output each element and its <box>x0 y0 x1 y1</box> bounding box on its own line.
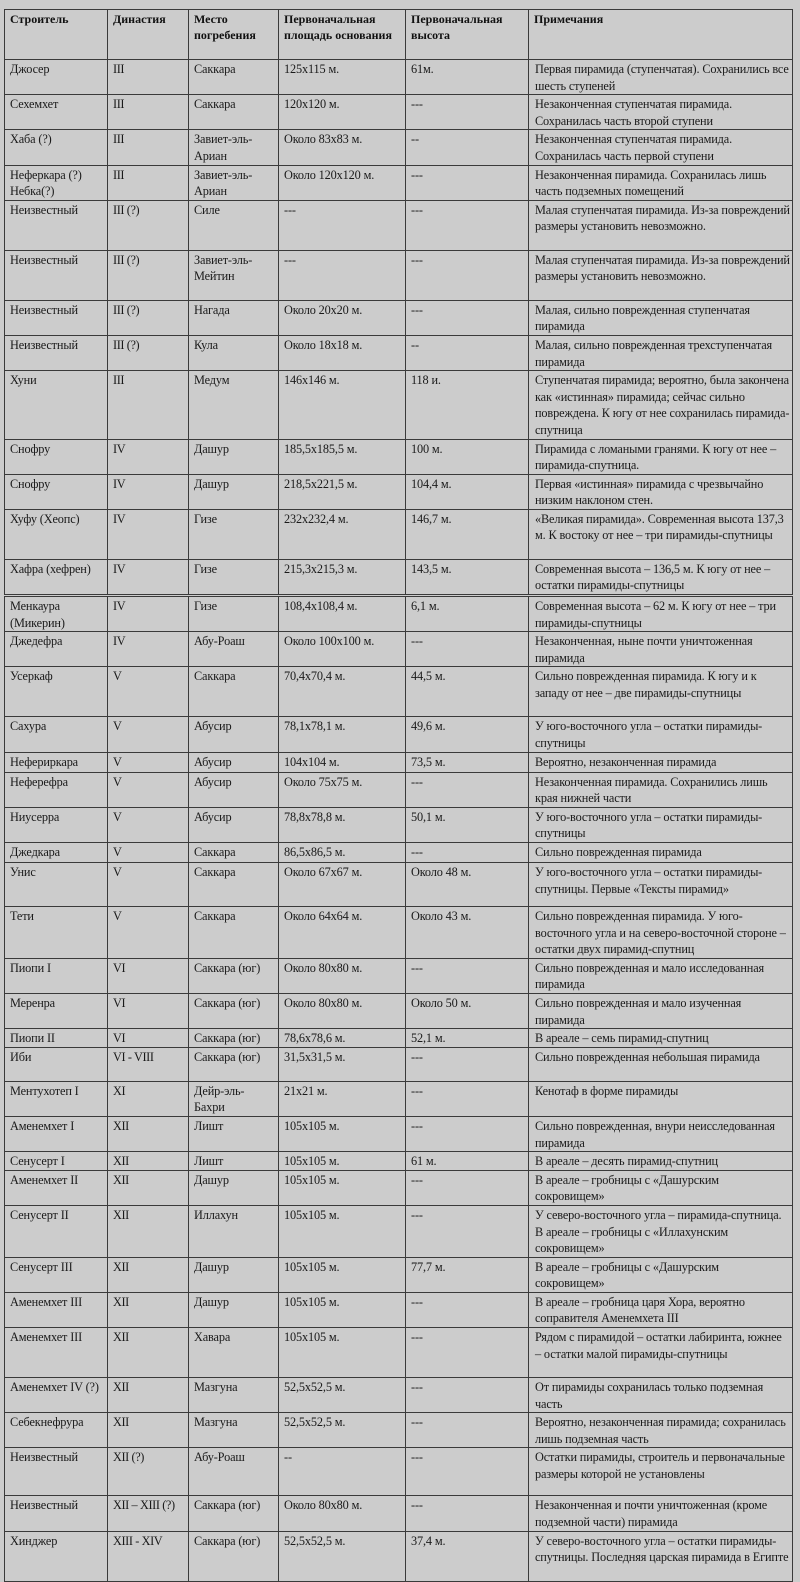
cell-notes: Сильно поврежденная и мало изученная пирамида <box>529 993 793 1028</box>
cell-dynasty: XII <box>108 1116 189 1151</box>
cell-dynasty: IV <box>108 439 189 474</box>
cell-builder: Хаба (?) <box>5 130 108 165</box>
cell-burial-place: Дашур <box>189 1292 279 1327</box>
cell-notes: «Великая пирамида». Современная высота 137,3 м. К востоку от нее – три пирамиды-спутницы <box>529 509 793 559</box>
cell-burial-place: Абу-Роаш <box>189 632 279 667</box>
cell-burial-place: Саккара <box>189 863 279 907</box>
table-row <box>5 863 793 907</box>
cell-base-area: 70,4x70,4 м. <box>279 667 406 717</box>
cell-builder: Аменемхет III <box>5 1292 108 1327</box>
cell-dynasty: V <box>108 907 189 959</box>
cell-builder: Хафра (хефрен) <box>5 559 108 595</box>
cell-dynasty: V <box>108 717 189 752</box>
cell-height: -- <box>406 335 529 370</box>
cell-height: Около 48 м. <box>406 863 529 907</box>
header-row <box>5 10 793 60</box>
cell-dynasty: V <box>108 863 189 907</box>
table-row <box>5 993 793 1028</box>
cell-height: --- <box>406 1413 529 1448</box>
cell-builder: Пиопи II <box>5 1029 108 1048</box>
cell-height: --- <box>406 1047 529 1081</box>
cell-base-area: Около 80x80 м. <box>279 1496 406 1531</box>
cell-notes: У юго-восточного угла – остатки пирамиды-спутницы <box>529 717 793 752</box>
cell-notes: В ареале – гробницы с «Дашурским сокровищем» <box>529 1257 793 1292</box>
cell-burial-place: Нагада <box>189 300 279 335</box>
cell-dynasty: VI <box>108 1029 189 1048</box>
cell-dynasty: XII <box>108 1170 189 1205</box>
cell-dynasty: XII <box>108 1413 189 1448</box>
cell-builder: Себекнефрура <box>5 1413 108 1448</box>
cell-dynasty: XII <box>108 1378 189 1413</box>
cell-base-area: Около 80x80 м. <box>279 993 406 1028</box>
cell-notes: Незаконченная ступенчатая пирамида. Сохранилась часть второй ступени <box>529 95 793 130</box>
cell-dynasty: V <box>108 752 189 772</box>
header-burial-place: Место погребения <box>189 10 279 60</box>
table-row <box>5 667 793 717</box>
table-row <box>5 165 793 200</box>
cell-burial-place: Мазгуна <box>189 1413 279 1448</box>
cell-notes: Сильно поврежденная пирамида <box>529 843 793 863</box>
cell-notes: Сильно поврежденная, внури неисследованная пирамида <box>529 1116 793 1151</box>
cell-base-area: 108,4x108,4 м. <box>279 596 406 632</box>
cell-base-area: 31,5x31,5 м. <box>279 1047 406 1081</box>
cell-height: 6,1 м. <box>406 596 529 632</box>
cell-height: 52,1 м. <box>406 1029 529 1048</box>
cell-notes: У северо-восточного угла – остатки пирамиды-спутницы. Последняя царская пирамида в Египте <box>529 1531 793 1581</box>
cell-burial-place: Дашур <box>189 474 279 509</box>
cell-base-area: Около 18x18 м. <box>279 335 406 370</box>
cell-builder: Сенусерт I <box>5 1152 108 1171</box>
cell-dynasty: XII – XIII (?) <box>108 1496 189 1531</box>
cell-builder: Сенусерт II <box>5 1205 108 1257</box>
cell-height: 73,5 м. <box>406 752 529 772</box>
cell-height: --- <box>406 1081 529 1116</box>
cell-base-area: 185,5x185,5 м. <box>279 439 406 474</box>
table-row <box>5 250 793 300</box>
cell-base-area: Около 64x64 м. <box>279 907 406 959</box>
cell-builder: Пиопи I <box>5 958 108 993</box>
table-row <box>5 958 793 993</box>
cell-builder: Ниусерра <box>5 807 108 842</box>
table-row <box>5 1152 793 1171</box>
cell-height: --- <box>406 200 529 250</box>
cell-burial-place: Лишт <box>189 1152 279 1171</box>
cell-height: --- <box>406 1328 529 1378</box>
cell-base-area: 120x120 м. <box>279 95 406 130</box>
cell-notes: В ареале – десять пирамид-спутниц <box>529 1152 793 1171</box>
cell-builder: Неизвестный <box>5 200 108 250</box>
cell-dynasty: XIII - XIV <box>108 1531 189 1581</box>
table-row <box>5 772 793 807</box>
cell-height: --- <box>406 843 529 863</box>
table-row <box>5 371 793 439</box>
cell-notes: Вероятно, незаконченная пирамида; сохранилась лишь подземная часть <box>529 1413 793 1448</box>
cell-notes: Малая, сильно поврежденная трехступенчатая пирамида <box>529 335 793 370</box>
table-row <box>5 1328 793 1378</box>
cell-base-area: --- <box>279 200 406 250</box>
cell-dynasty: IV <box>108 559 189 595</box>
cell-height: 118 и. <box>406 371 529 439</box>
cell-notes: Сильно поврежденная пирамида. К югу и к западу от нее – две пирамиды-спутницы <box>529 667 793 717</box>
cell-height: --- <box>406 1205 529 1257</box>
cell-builder: Неизвестный <box>5 250 108 300</box>
table-row <box>5 1292 793 1327</box>
cell-burial-place: Абусир <box>189 807 279 842</box>
cell-base-area: 105x105 м. <box>279 1292 406 1327</box>
cell-burial-place: Хавара <box>189 1328 279 1378</box>
cell-builder: Неизвестный <box>5 335 108 370</box>
table-row <box>5 559 793 595</box>
cell-dynasty: III <box>108 130 189 165</box>
cell-height: 37,4 м. <box>406 1531 529 1581</box>
cell-dynasty: V <box>108 667 189 717</box>
cell-dynasty: XII <box>108 1328 189 1378</box>
cell-base-area: 105x105 м. <box>279 1116 406 1151</box>
cell-dynasty: III <box>108 60 189 95</box>
table-row <box>5 843 793 863</box>
table-row <box>5 130 793 165</box>
cell-burial-place: Дашур <box>189 439 279 474</box>
cell-base-area: Около 83x83 м. <box>279 130 406 165</box>
cell-height: --- <box>406 1378 529 1413</box>
cell-height: --- <box>406 1292 529 1327</box>
cell-builder: Хуфу (Хеопс) <box>5 509 108 559</box>
cell-base-area: Около 20x20 м. <box>279 300 406 335</box>
cell-dynasty: V <box>108 772 189 807</box>
table-row <box>5 1081 793 1116</box>
cell-burial-place: Силе <box>189 200 279 250</box>
cell-height: 50,1 м. <box>406 807 529 842</box>
cell-height: 61 м. <box>406 1152 529 1171</box>
cell-builder: Джедефра <box>5 632 108 667</box>
header-notes: Примечания <box>529 10 793 60</box>
cell-burial-place: Саккара (юг) <box>189 958 279 993</box>
cell-dynasty: XII <box>108 1292 189 1327</box>
cell-burial-place: Гизе <box>189 559 279 595</box>
cell-notes: В ареале – гробница царя Хора, вероятно соправителя Аменемхета III <box>529 1292 793 1327</box>
cell-burial-place: Абусир <box>189 772 279 807</box>
cell-burial-place: Завиет-эль-Ариан <box>189 165 279 200</box>
cell-notes: Современная высота – 62 м. К югу от нее – три пирамиды-спутницы <box>529 596 793 632</box>
table-row <box>5 474 793 509</box>
cell-height: 44,5 м. <box>406 667 529 717</box>
cell-notes: Сильно поврежденная и мало исследованная пирамида <box>529 958 793 993</box>
cell-height: 49,6 м. <box>406 717 529 752</box>
table-row <box>5 1205 793 1257</box>
cell-builder: Сехемхет <box>5 95 108 130</box>
table-row <box>5 1413 793 1448</box>
cell-base-area: 52,5x52,5 м. <box>279 1413 406 1448</box>
cell-base-area: 105x105 м. <box>279 1205 406 1257</box>
cell-height: --- <box>406 1170 529 1205</box>
cell-burial-place: Абусир <box>189 717 279 752</box>
cell-base-area: 78,8x78,8 м. <box>279 807 406 842</box>
cell-base-area: 105x105 м. <box>279 1170 406 1205</box>
cell-dynasty: III (?) <box>108 250 189 300</box>
cell-builder: Неизвестный <box>5 1496 108 1531</box>
cell-base-area: Около 80x80 м. <box>279 958 406 993</box>
cell-notes: От пирамиды сохранилась только подземная часть <box>529 1378 793 1413</box>
cell-builder: Нефериркара <box>5 752 108 772</box>
cell-builder: Сенусерт III <box>5 1257 108 1292</box>
cell-base-area: 52,5x52,5 м. <box>279 1378 406 1413</box>
cell-burial-place: Мазгуна <box>189 1378 279 1413</box>
cell-dynasty: XI <box>108 1081 189 1116</box>
cell-base-area: 105x105 м. <box>279 1328 406 1378</box>
cell-notes: Незаконченная, ныне почти уничтоженная пирамида <box>529 632 793 667</box>
cell-base-area: 232x232,4 м. <box>279 509 406 559</box>
cell-dynasty: III (?) <box>108 335 189 370</box>
cell-base-area: 215,3x215,3 м. <box>279 559 406 595</box>
cell-base-area: 78,6x78,6 м. <box>279 1029 406 1048</box>
cell-burial-place: Абу-Роаш <box>189 1448 279 1496</box>
cell-burial-place: Саккара (юг) <box>189 1047 279 1081</box>
cell-base-area: 21x21 м. <box>279 1081 406 1116</box>
cell-dynasty: III <box>108 371 189 439</box>
cell-builder: Снофру <box>5 439 108 474</box>
cell-dynasty: VI <box>108 993 189 1028</box>
cell-notes: Пирамида с ломаными гранями. К югу от нее – пирамида-спутница. <box>529 439 793 474</box>
cell-burial-place: Дейр-эль-Бахри <box>189 1081 279 1116</box>
cell-dynasty: XII <box>108 1205 189 1257</box>
cell-builder: Неферефра <box>5 772 108 807</box>
cell-dynasty: XII <box>108 1257 189 1292</box>
cell-burial-place: Саккара <box>189 907 279 959</box>
cell-notes: У юго-восточного угла – остатки пирамиды-спутницы. Первые «Тексты пирамид» <box>529 863 793 907</box>
cell-builder: Аменемхет I <box>5 1116 108 1151</box>
cell-height: Около 43 м. <box>406 907 529 959</box>
cell-dynasty: III <box>108 165 189 200</box>
table-row <box>5 439 793 474</box>
cell-height: 61м. <box>406 60 529 95</box>
cell-notes: Малая, сильно поврежденная ступенчатая пирамида <box>529 300 793 335</box>
table-row <box>5 752 793 772</box>
cell-builder: Хуни <box>5 371 108 439</box>
cell-builder: Хинджер <box>5 1531 108 1581</box>
table-row <box>5 907 793 959</box>
cell-burial-place: Абусир <box>189 752 279 772</box>
cell-burial-place: Гизе <box>189 596 279 632</box>
table-row <box>5 1170 793 1205</box>
cell-builder: Меренра <box>5 993 108 1028</box>
cell-dynasty: V <box>108 843 189 863</box>
cell-builder: Иби <box>5 1047 108 1081</box>
cell-builder: Аменемхет II <box>5 1170 108 1205</box>
cell-burial-place: Дашур <box>189 1170 279 1205</box>
cell-height: --- <box>406 250 529 300</box>
cell-base-area: Около 120x120 м. <box>279 165 406 200</box>
table-row <box>5 509 793 559</box>
cell-dynasty: III <box>108 95 189 130</box>
cell-height: 100 м. <box>406 439 529 474</box>
cell-height: --- <box>406 300 529 335</box>
cell-builder: Менкаура (Микерин) <box>5 596 108 632</box>
cell-height: Около 50 м. <box>406 993 529 1028</box>
table-row <box>5 1496 793 1531</box>
cell-builder: Аменемхет III <box>5 1328 108 1378</box>
cell-base-area: 146x146 м. <box>279 371 406 439</box>
cell-burial-place: Саккара (юг) <box>189 1496 279 1531</box>
cell-builder: Снофру <box>5 474 108 509</box>
cell-notes: Сильно поврежденная небольшая пирамида <box>529 1047 793 1081</box>
table-row <box>5 1531 793 1581</box>
table-row <box>5 807 793 842</box>
cell-height: --- <box>406 1116 529 1151</box>
cell-height: 77,7 м. <box>406 1257 529 1292</box>
cell-notes: Малая ступенчатая пирамида. Из-за повреждений размеры установить невозможно. <box>529 250 793 300</box>
table-row <box>5 717 793 752</box>
table-row <box>5 1029 793 1048</box>
cell-builder: Аменемхет IV (?) <box>5 1378 108 1413</box>
cell-base-area: 218,5x221,5 м. <box>279 474 406 509</box>
cell-burial-place: Завиет-эль-Мейтин <box>189 250 279 300</box>
cell-height: --- <box>406 1496 529 1531</box>
cell-dynasty: III (?) <box>108 200 189 250</box>
cell-height: 143,5 м. <box>406 559 529 595</box>
cell-dynasty: IV <box>108 509 189 559</box>
cell-builder: Неизвестный <box>5 1448 108 1496</box>
cell-notes: Сильно поврежденная пирамида. У юго-восточного угла и на северо-восточной стороне – остатки двух пирамид-спутниц <box>529 907 793 959</box>
cell-notes: Ступенчатая пирамида; вероятно, была закончена как «истинная» пирамида; сейчас сильно повреждена. К югу от нее сохранилась пирамида-спутница <box>529 371 793 439</box>
pyramids-table <box>4 9 793 1582</box>
table-row <box>5 632 793 667</box>
cell-burial-place: Кула <box>189 335 279 370</box>
table-row <box>5 60 793 95</box>
cell-height: --- <box>406 165 529 200</box>
document-page <box>4 9 792 1582</box>
cell-base-area: 86,5x86,5 м. <box>279 843 406 863</box>
header-builder: Строитель <box>5 10 108 60</box>
cell-notes: Рядом с пирамидой – остатки лабиринта, южнее – остатки малой пирамиды-спутницы <box>529 1328 793 1378</box>
table-row <box>5 1378 793 1413</box>
cell-burial-place: Саккара (юг) <box>189 1531 279 1581</box>
cell-dynasty: III (?) <box>108 300 189 335</box>
cell-builder: Унис <box>5 863 108 907</box>
cell-base-area: 104x104 м. <box>279 752 406 772</box>
cell-dynasty: XII <box>108 1152 189 1171</box>
header-original-height: Первоначальная высота <box>406 10 529 60</box>
cell-builder: Ментухотеп I <box>5 1081 108 1116</box>
cell-height: 146,7 м. <box>406 509 529 559</box>
cell-notes: У северо-восточного угла – пирамида-спутница. В ареале – гробницы с «Иллахунским сокровищем» <box>529 1205 793 1257</box>
cell-height: --- <box>406 632 529 667</box>
table-row <box>5 1047 793 1081</box>
cell-burial-place: Гизе <box>189 509 279 559</box>
cell-base-area: Около 75x75 м. <box>279 772 406 807</box>
table-row <box>5 1448 793 1496</box>
table-body <box>5 60 793 1582</box>
cell-builder: Джосер <box>5 60 108 95</box>
cell-notes: Малая ступенчатая пирамида. Из-за повреждений размеры установить невозможно. <box>529 200 793 250</box>
cell-notes: Незаконченная ступенчатая пирамида. Сохранилась часть первой ступени <box>529 130 793 165</box>
cell-burial-place: Лишт <box>189 1116 279 1151</box>
cell-burial-place: Дашур <box>189 1257 279 1292</box>
cell-notes: Остатки пирамиды, строитель и первоначальные размеры которой не установлены <box>529 1448 793 1496</box>
cell-dynasty: V <box>108 807 189 842</box>
cell-base-area: --- <box>279 250 406 300</box>
cell-base-area: Около 67x67 м. <box>279 863 406 907</box>
header-original-base-area: Первоначальная площадь основания <box>279 10 406 60</box>
cell-notes: Незаконченная пирамида. Сохранилась лишь часть подземных помещений <box>529 165 793 200</box>
cell-base-area: -- <box>279 1448 406 1496</box>
cell-notes: В ареале – семь пирамид-спутниц <box>529 1029 793 1048</box>
cell-burial-place: Саккара <box>189 667 279 717</box>
cell-builder: Усеркаф <box>5 667 108 717</box>
cell-builder: Тети <box>5 907 108 959</box>
cell-dynasty: IV <box>108 474 189 509</box>
cell-notes: Незаконченная и почти уничтоженная (кроме подземной части) пирамида <box>529 1496 793 1531</box>
cell-base-area: 105x105 м. <box>279 1152 406 1171</box>
table-row <box>5 1257 793 1292</box>
cell-dynasty: XII (?) <box>108 1448 189 1496</box>
table-row <box>5 1116 793 1151</box>
cell-height: 104,4 м. <box>406 474 529 509</box>
cell-builder: Сахура <box>5 717 108 752</box>
header-dynasty: Династия <box>108 10 189 60</box>
cell-base-area: 105x105 м. <box>279 1257 406 1292</box>
cell-notes: Современная высота – 136,5 м. К югу от нее – остатки пирамиды-спутницы <box>529 559 793 595</box>
cell-burial-place: Саккара <box>189 843 279 863</box>
cell-notes: Первая пирамида (ступенчатая). Сохранились все шесть ступеней <box>529 60 793 95</box>
cell-burial-place: Иллахун <box>189 1205 279 1257</box>
cell-dynasty: IV <box>108 596 189 632</box>
table-row <box>5 300 793 335</box>
cell-notes: Вероятно, незаконченная пирамида <box>529 752 793 772</box>
cell-base-area: Около 100x100 м. <box>279 632 406 667</box>
cell-dynasty: IV <box>108 632 189 667</box>
cell-height: --- <box>406 958 529 993</box>
cell-dynasty: VI - VIII <box>108 1047 189 1081</box>
cell-burial-place: Саккара (юг) <box>189 993 279 1028</box>
cell-builder: Неизвестный <box>5 300 108 335</box>
cell-dynasty: VI <box>108 958 189 993</box>
cell-notes: Первая «истинная» пирамида с чрезвычайно низким наклоном стен. <box>529 474 793 509</box>
cell-notes: У юго-восточного угла – остатки пирамиды-спутницы <box>529 807 793 842</box>
cell-height: --- <box>406 95 529 130</box>
table-row <box>5 95 793 130</box>
cell-notes: В ареале – гробницы с «Дашурским сокровищем» <box>529 1170 793 1205</box>
cell-burial-place: Медум <box>189 371 279 439</box>
table-row <box>5 200 793 250</box>
cell-base-area: 125x115 м. <box>279 60 406 95</box>
cell-burial-place: Саккара <box>189 60 279 95</box>
cell-height: --- <box>406 1448 529 1496</box>
table-row <box>5 335 793 370</box>
cell-notes: Кенотаф в форме пирамиды <box>529 1081 793 1116</box>
cell-builder: Джедкара <box>5 843 108 863</box>
table-row <box>5 596 793 632</box>
cell-height: -- <box>406 130 529 165</box>
cell-height: --- <box>406 772 529 807</box>
cell-burial-place: Саккара <box>189 95 279 130</box>
cell-notes: Незаконченная пирамида. Сохранились лишь края нижней части <box>529 772 793 807</box>
cell-builder: Неферкара (?) Небка(?) <box>5 165 108 200</box>
cell-base-area: 78,1x78,1 м. <box>279 717 406 752</box>
cell-burial-place: Саккара (юг) <box>189 1029 279 1048</box>
cell-burial-place: Завиет-эль-Ариан <box>189 130 279 165</box>
cell-base-area: 52,5x52,5 м. <box>279 1531 406 1581</box>
